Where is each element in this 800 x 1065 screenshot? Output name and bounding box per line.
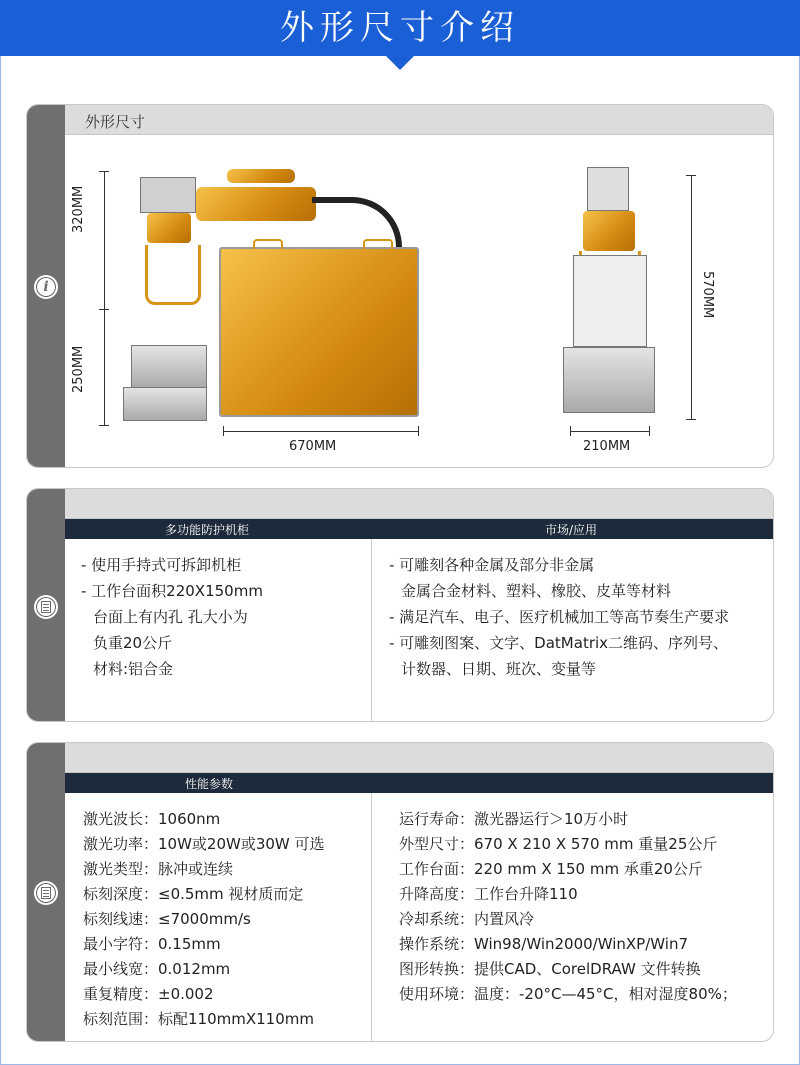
dim-label-210: 210MM [583, 439, 631, 454]
side-view-table [563, 347, 655, 413]
spec-row: 激光功率：10W或20W或30W 可选 [83, 835, 325, 853]
column-divider [371, 539, 372, 722]
header-performance: 性能参数 [185, 777, 234, 791]
laser-handle-arm [196, 187, 316, 221]
page-title: 外形尺寸介绍 [280, 8, 520, 48]
document-icon [34, 595, 58, 619]
panel-label: 外形尺寸 [85, 113, 146, 131]
spec-row: 激光波长：1060nm [83, 810, 221, 828]
laser-handle-grip [227, 169, 295, 183]
dim-line-bottom-left [223, 431, 419, 432]
list-item: - 工作台面积220X150mm [81, 582, 263, 600]
list-item: - 满足汽车、电子、医疗机械加工等高节奏生产要求 [389, 608, 730, 626]
side-view-head [587, 167, 629, 211]
spec-row: 最小字符：0.15mm [83, 935, 221, 953]
spec-row: 工作台面：220 mm X 150 mm 承重20公斤 [399, 860, 703, 878]
list-item: 材料:铝合金 [93, 660, 174, 678]
list-item: - 可雕刻各种金属及部分非金属 [389, 556, 595, 574]
side-view-cabinet [573, 255, 647, 347]
spec-row: 升降高度：工作台升降110 [399, 885, 578, 903]
spec-row: 使用环境：温度：-20°C—45°C，相对湿度80%； [399, 985, 737, 1003]
list-item: - 可雕刻图案、文字、DatMatrix二维码、序列号、 [389, 634, 729, 652]
features-panel [26, 488, 774, 722]
dim-line-left-vertical [104, 171, 105, 425]
list-item: 金属合金材料、塑料、橡胶、皮革等材料 [401, 582, 672, 600]
list-item: 负重20公斤 [93, 634, 173, 652]
dim-line-bottom-right [570, 431, 650, 432]
dim-label-670: 670MM [289, 439, 337, 454]
spec-row: 操作系统：Win98/Win2000/WinXP/Win7 [399, 935, 688, 953]
dim-label-250: 250MM [71, 345, 86, 393]
panel-topbar [65, 105, 773, 135]
panel-topbar [65, 489, 773, 519]
laser-head-guard [145, 245, 201, 305]
dim-label-570: 570MM [700, 271, 715, 319]
header-cabinet: 多功能防护机柜 [165, 523, 250, 537]
dimensions-panel [26, 104, 774, 468]
work-table-base [123, 387, 207, 421]
dim-tick [99, 425, 109, 426]
spec-row: 激光类型：脉冲或连续 [83, 860, 234, 878]
info-icon: i [34, 275, 58, 299]
cabinet-handle [253, 239, 283, 249]
cabinet-handle [363, 239, 393, 249]
panel-topbar [65, 743, 773, 773]
spec-row: 冷却系统：内置风冷 [399, 910, 535, 928]
cabinet [219, 247, 419, 417]
table-header [65, 773, 773, 793]
column-divider [371, 793, 372, 1042]
spec-row: 外型尺寸：670 X 210 X 570 mm 重量25公斤 [399, 835, 718, 853]
dim-tick [99, 171, 109, 172]
dim-tick [686, 175, 696, 176]
specs-panel [26, 742, 774, 1042]
spec-row: 标刻深度：≤0.5mm 视材质而定 [83, 885, 304, 903]
document-icon [34, 881, 58, 905]
laser-head-housing [140, 177, 196, 213]
spec-row: 标刻线速：≤7000mm/s [83, 910, 251, 928]
dim-tick [418, 426, 419, 436]
page-header [0, 0, 800, 56]
header-market: 市场/应用 [545, 523, 598, 537]
spec-row: 图形转换：提供CAD、CorelDRAW 文件转换 [399, 960, 701, 978]
list-item: 台面上有内孔 孔大小为 [93, 608, 248, 626]
dim-tick [223, 426, 224, 436]
spec-row: 标刻范围：标配110mmX110mm [83, 1010, 314, 1028]
work-table-top [131, 345, 207, 389]
dim-line-right-vertical [691, 175, 692, 419]
list-item: 计数器、日期、班次、变量等 [401, 660, 597, 678]
dim-tick [99, 309, 109, 310]
spec-row: 重复精度：±0.002 [83, 985, 214, 1003]
table-header [65, 519, 773, 539]
panel-side-bar [27, 105, 65, 467]
spec-row: 最小线宽：0.012mm [83, 960, 231, 978]
dim-tick [649, 426, 650, 436]
list-item: - 使用手持式可拆卸机柜 [81, 556, 242, 574]
side-view-lens [583, 211, 635, 251]
panel-side-bar [27, 743, 65, 1041]
spec-row: 运行寿命：激光器运行＞10万小时 [399, 810, 629, 828]
dim-tick [570, 426, 571, 436]
laser-head-lens [147, 213, 191, 243]
dim-label-320: 320MM [71, 185, 86, 233]
panel-side-bar [27, 489, 65, 721]
dim-tick [686, 419, 696, 420]
